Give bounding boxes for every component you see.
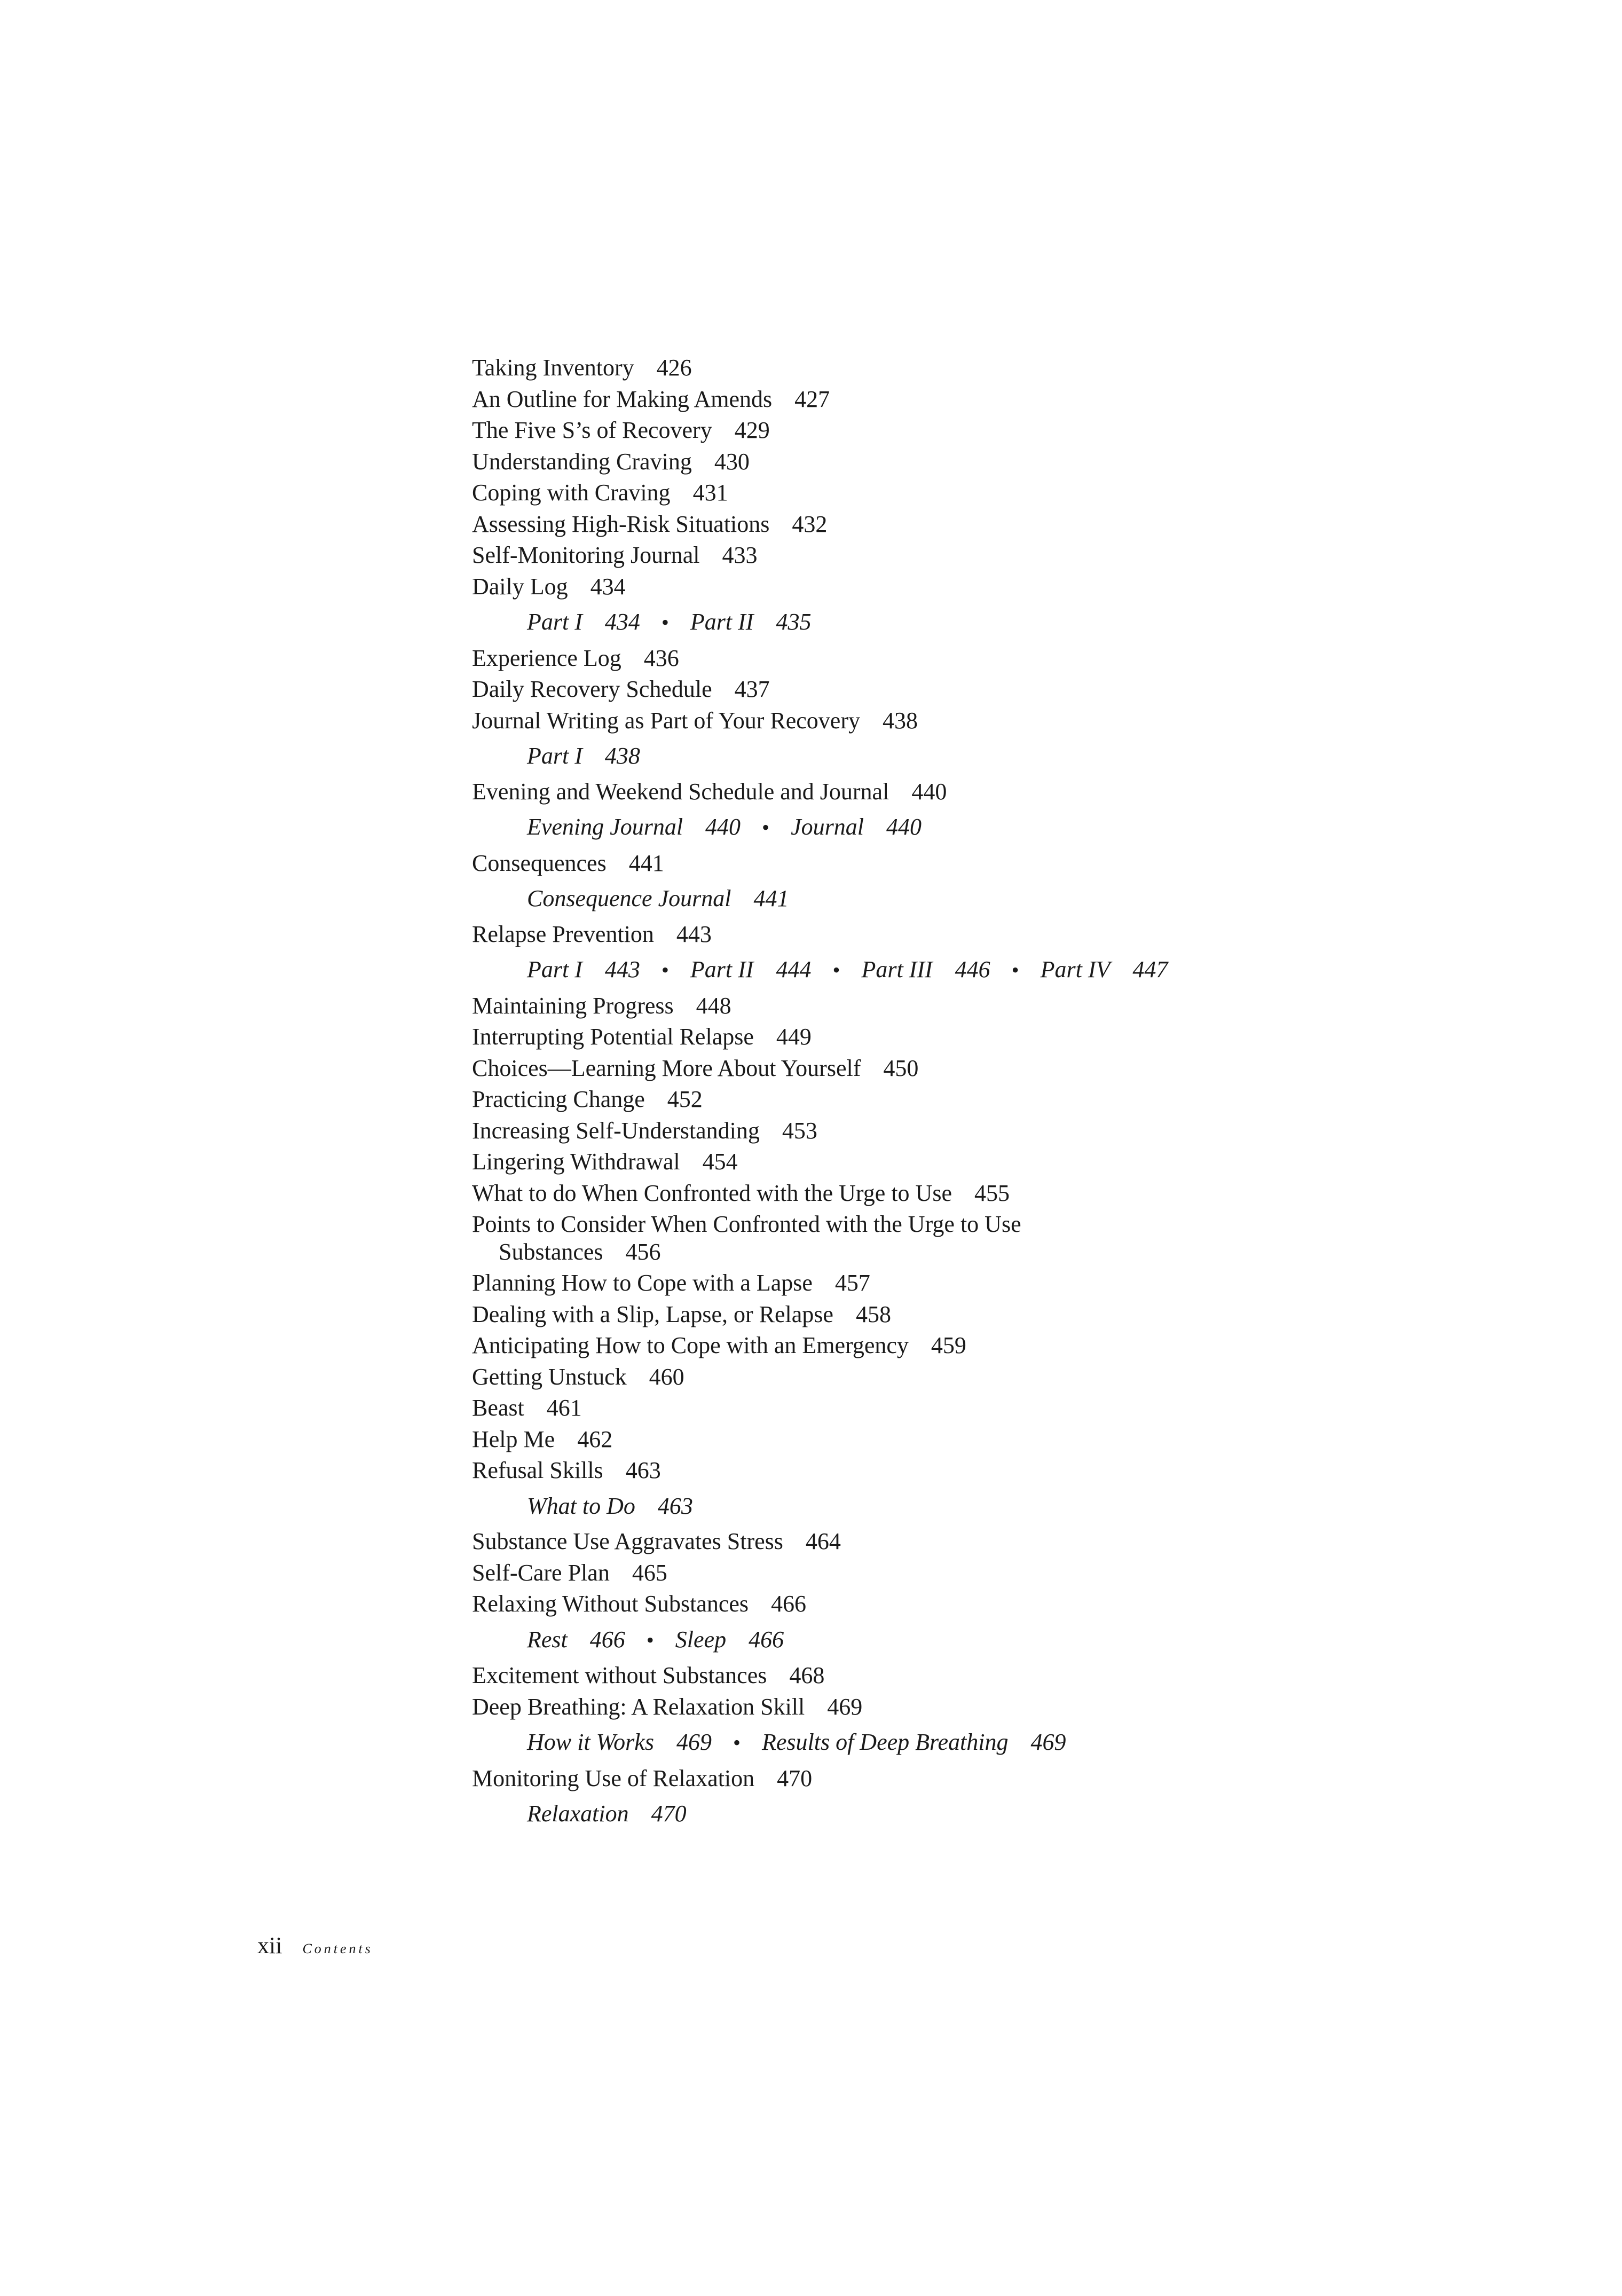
bullet-separator: •	[762, 815, 770, 839]
toc-entry-page: 440	[911, 778, 947, 805]
toc-entry-page: 460	[649, 1363, 684, 1390]
toc-entry-title: Help Me	[472, 1426, 555, 1452]
toc-entry-title: Taking Inventory	[472, 355, 634, 381]
bullet-separator: •	[1011, 958, 1019, 982]
toc-entry-page: 454	[702, 1149, 738, 1175]
bullet-separator: •	[832, 958, 840, 982]
toc-entry-title: Evening and Weekend Schedule and Journal	[472, 778, 889, 805]
toc-subentry	[527, 814, 741, 840]
toc-subentry-page: 469	[676, 1729, 712, 1755]
toc-entry-title: Points to Consider When Confronted with the Urge to Use	[472, 1211, 1021, 1237]
toc-subentry-title: Part I	[527, 609, 582, 635]
toc-entry-title: Self-Monitoring Journal	[472, 542, 700, 568]
toc-entry-title: The Five S’s of Recovery	[472, 417, 712, 443]
toc-entry	[472, 1053, 1380, 1084]
toc-subentry-title: What to Do	[527, 1492, 635, 1519]
toc-entry-page: 431	[692, 479, 728, 506]
toc-entry-page: 438	[883, 707, 918, 734]
toc-entry	[472, 1455, 1380, 1487]
toc-entry-title: Journal Writing as Part of Your Recovery	[472, 707, 860, 734]
toc-subentries	[472, 812, 1380, 844]
toc-entry	[472, 1146, 1380, 1178]
toc-subentries	[472, 1491, 1380, 1522]
toc-entry-page: 463	[625, 1457, 661, 1483]
toc-entry-page: 449	[776, 1024, 812, 1050]
toc-subentry-page: 440	[705, 814, 741, 840]
toc-entry-page: 466	[771, 1591, 807, 1617]
toc-entry-title: Dealing with a Slip, Lapse, or Relapse	[472, 1301, 833, 1327]
toc-subentry	[675, 1626, 784, 1653]
toc-subentry	[527, 1729, 712, 1755]
toc-entry-title: Beast	[472, 1395, 524, 1421]
toc-entry	[472, 1424, 1380, 1456]
toc-subentry-title: Relaxation	[527, 1800, 629, 1827]
toc-entry	[472, 1084, 1380, 1115]
toc-entry-title: What to do When Confronted with the Urge to Use	[472, 1180, 952, 1206]
toc-entry-title: Choices—Learning More About Yourself	[472, 1055, 861, 1081]
table-of-contents	[472, 352, 1380, 1834]
toc-entry-page: 434	[590, 573, 626, 600]
toc-entry	[472, 415, 1380, 446]
toc-entry-page: 427	[794, 386, 830, 412]
toc-entry	[472, 352, 1380, 384]
toc-subentry-page: 446	[955, 956, 990, 982]
toc-entry	[472, 674, 1380, 705]
toc-entry-title: Understanding Craving	[472, 448, 692, 475]
toc-entry-page: 436	[643, 644, 679, 671]
toc-entry-page: 462	[577, 1426, 613, 1452]
toc-entry-title: Lingering Withdrawal	[472, 1149, 680, 1175]
page-number: xii	[257, 1932, 282, 1959]
toc-subentry-title: Evening Journal	[527, 814, 683, 840]
toc-entry	[472, 776, 1380, 808]
toc-entry	[472, 705, 1380, 737]
toc-entry-page: 457	[834, 1270, 870, 1296]
toc-subentries	[472, 1727, 1380, 1759]
toc-entry-title: Daily Recovery Schedule	[472, 676, 712, 702]
toc-entry-title: Consequences	[472, 850, 607, 876]
toc-entry-title: An Outline for Making Amends	[472, 386, 773, 412]
toc-subentry-page: 469	[1030, 1729, 1066, 1755]
toc-entry	[472, 1021, 1380, 1053]
toc-subentry-title: Journal	[791, 814, 864, 840]
toc-subentries	[472, 741, 1380, 772]
toc-subentry-title: Sleep	[675, 1626, 727, 1653]
bullet-separator: •	[661, 610, 669, 634]
toc-subentry-page: 441	[753, 885, 789, 911]
toc-entry-title: Practicing Change	[472, 1086, 645, 1112]
toc-subentry-page: 438	[604, 743, 640, 769]
toc-entry-page: 448	[696, 992, 731, 1019]
toc-entry-page: 441	[628, 850, 664, 876]
toc-subentries	[472, 954, 1380, 986]
toc-entry	[472, 848, 1380, 879]
toc-entry	[472, 1526, 1380, 1558]
toc-subentry-title: Part III	[861, 956, 933, 982]
toc-entry-page: 453	[782, 1117, 817, 1144]
toc-subentry	[527, 1626, 625, 1653]
toc-entry-title: Interrupting Potential Relapse	[472, 1024, 754, 1050]
toc-entry-title: Deep Breathing: A Relaxation Skill	[472, 1693, 805, 1720]
toc-entry	[472, 477, 1380, 509]
toc-subentry-page: 470	[651, 1800, 687, 1827]
toc-entry	[472, 1692, 1380, 1723]
toc-entry-title: Daily Log	[472, 573, 568, 600]
toc-subentries	[472, 1624, 1380, 1656]
toc-subentry-title: Rest	[527, 1626, 568, 1653]
running-head: Contents	[302, 1941, 373, 1956]
toc-entry	[472, 1178, 1380, 1209]
toc-subentry	[527, 885, 789, 911]
toc-entry-title: Excitement without Substances	[472, 1662, 767, 1688]
toc-entry	[472, 540, 1380, 571]
toc-entry-title: Increasing Self-Understanding	[472, 1117, 760, 1144]
toc-subentries	[472, 607, 1380, 639]
toc-subentry-page: 434	[604, 609, 640, 635]
toc-entry-title: Coping with Craving	[472, 479, 671, 506]
toc-entry-page: 452	[667, 1086, 703, 1112]
toc-entry-page: 465	[632, 1559, 667, 1586]
toc-entry-page: 450	[883, 1055, 919, 1081]
toc-subentry-title: Results of Deep Breathing	[761, 1729, 1009, 1755]
bullet-separator: •	[733, 1731, 741, 1755]
toc-subentry-title: How it Works	[527, 1729, 654, 1755]
toc-entry	[472, 571, 1380, 603]
toc-entry-title: Self-Care Plan	[472, 1559, 610, 1586]
toc-entry-title: Getting Unstuck	[472, 1363, 627, 1390]
toc-entry	[472, 1763, 1380, 1795]
toc-entry-title: Substance Use Aggravates Stress	[472, 1528, 783, 1554]
toc-subentry-page: 466	[589, 1626, 625, 1653]
toc-entry-page: 433	[722, 542, 758, 568]
toc-subentry	[527, 956, 640, 982]
toc-subentry	[1041, 956, 1168, 982]
bullet-separator: •	[661, 958, 669, 982]
toc-entry-page: 464	[805, 1528, 841, 1554]
toc-subentry	[690, 609, 812, 635]
toc-entry	[472, 446, 1380, 478]
toc-entry-title-continuation	[472, 1238, 1380, 1266]
toc-entry-title: Planning How to Cope with a Lapse	[472, 1270, 813, 1296]
toc-entry	[472, 1115, 1380, 1147]
toc-entry-page: 461	[546, 1395, 582, 1421]
toc-entry-page: 456	[625, 1239, 661, 1265]
toc-entry	[472, 1299, 1380, 1331]
toc-subentry-page: 447	[1132, 956, 1168, 982]
toc-subentry-title: Part I	[527, 956, 582, 982]
page-footer	[257, 1932, 373, 1959]
toc-subentry-page: 435	[776, 609, 812, 635]
toc-subentry-page: 444	[776, 956, 812, 982]
toc-entry	[472, 990, 1380, 1022]
toc-entry	[472, 1660, 1380, 1692]
toc-entry-title: Anticipating How to Cope with an Emergency	[472, 1332, 909, 1358]
toc-subentry	[527, 609, 640, 635]
bullet-separator: •	[646, 1627, 654, 1652]
toc-entry-title-continuation-text: Substances	[499, 1239, 603, 1265]
toc-entry-page: 455	[974, 1180, 1010, 1206]
toc-entry-page: 426	[656, 355, 692, 381]
toc-subentry-title: Part IV	[1040, 956, 1111, 982]
toc-entry-page: 469	[827, 1693, 863, 1720]
toc-subentry	[527, 743, 640, 769]
toc-subentry-title: Part II	[690, 609, 754, 635]
toc-entry	[472, 1362, 1380, 1393]
toc-subentry-title: Part II	[690, 956, 754, 982]
toc-subentry	[690, 956, 812, 982]
toc-entry	[472, 1393, 1380, 1424]
toc-subentry	[527, 1493, 693, 1519]
toc-subentry-page: 440	[886, 814, 922, 840]
toc-subentry	[762, 1729, 1066, 1755]
toc-entry-page: 468	[789, 1662, 825, 1688]
toc-subentry-page: 466	[749, 1626, 784, 1653]
toc-entry-page: 459	[931, 1332, 966, 1358]
toc-subentry-page: 443	[604, 956, 640, 982]
toc-entry-title: Relaxing Without Substances	[472, 1591, 749, 1617]
toc-entry-page: 443	[676, 921, 712, 947]
toc-subentry-page: 463	[657, 1492, 693, 1519]
toc-entry	[472, 919, 1380, 950]
toc-entry	[472, 1589, 1380, 1620]
toc-entry	[472, 1209, 1380, 1268]
toc-entry-title: Experience Log	[472, 644, 621, 671]
toc-entry	[472, 1558, 1380, 1589]
toc-subentry-title: Part I	[527, 743, 582, 769]
toc-subentries	[472, 883, 1380, 915]
toc-entry	[472, 1268, 1380, 1299]
toc-entry-page: 437	[734, 676, 770, 702]
toc-subentries	[472, 1798, 1380, 1830]
toc-entry-page: 432	[792, 510, 828, 537]
toc-entry-page: 470	[777, 1765, 813, 1791]
toc-entry	[472, 384, 1380, 415]
toc-entry-page: 429	[734, 417, 770, 443]
toc-entry-page: 458	[855, 1301, 891, 1327]
toc-subentry-title: Consequence Journal	[527, 885, 731, 911]
toc-subentry	[861, 956, 990, 982]
toc-entry-title: Refusal Skills	[472, 1457, 603, 1483]
toc-subentry	[527, 1800, 687, 1827]
toc-entry-page: 430	[714, 448, 750, 475]
toc-entry-title: Monitoring Use of Relaxation	[472, 1765, 755, 1791]
toc-entry	[472, 643, 1380, 674]
toc-entry	[472, 1330, 1380, 1362]
toc-subentry	[791, 814, 922, 840]
toc-entry-title: Relapse Prevention	[472, 921, 654, 947]
toc-entry-title: Assessing High-Risk Situations	[472, 510, 770, 537]
toc-entry-title: Maintaining Progress	[472, 992, 674, 1019]
toc-entry	[472, 509, 1380, 540]
